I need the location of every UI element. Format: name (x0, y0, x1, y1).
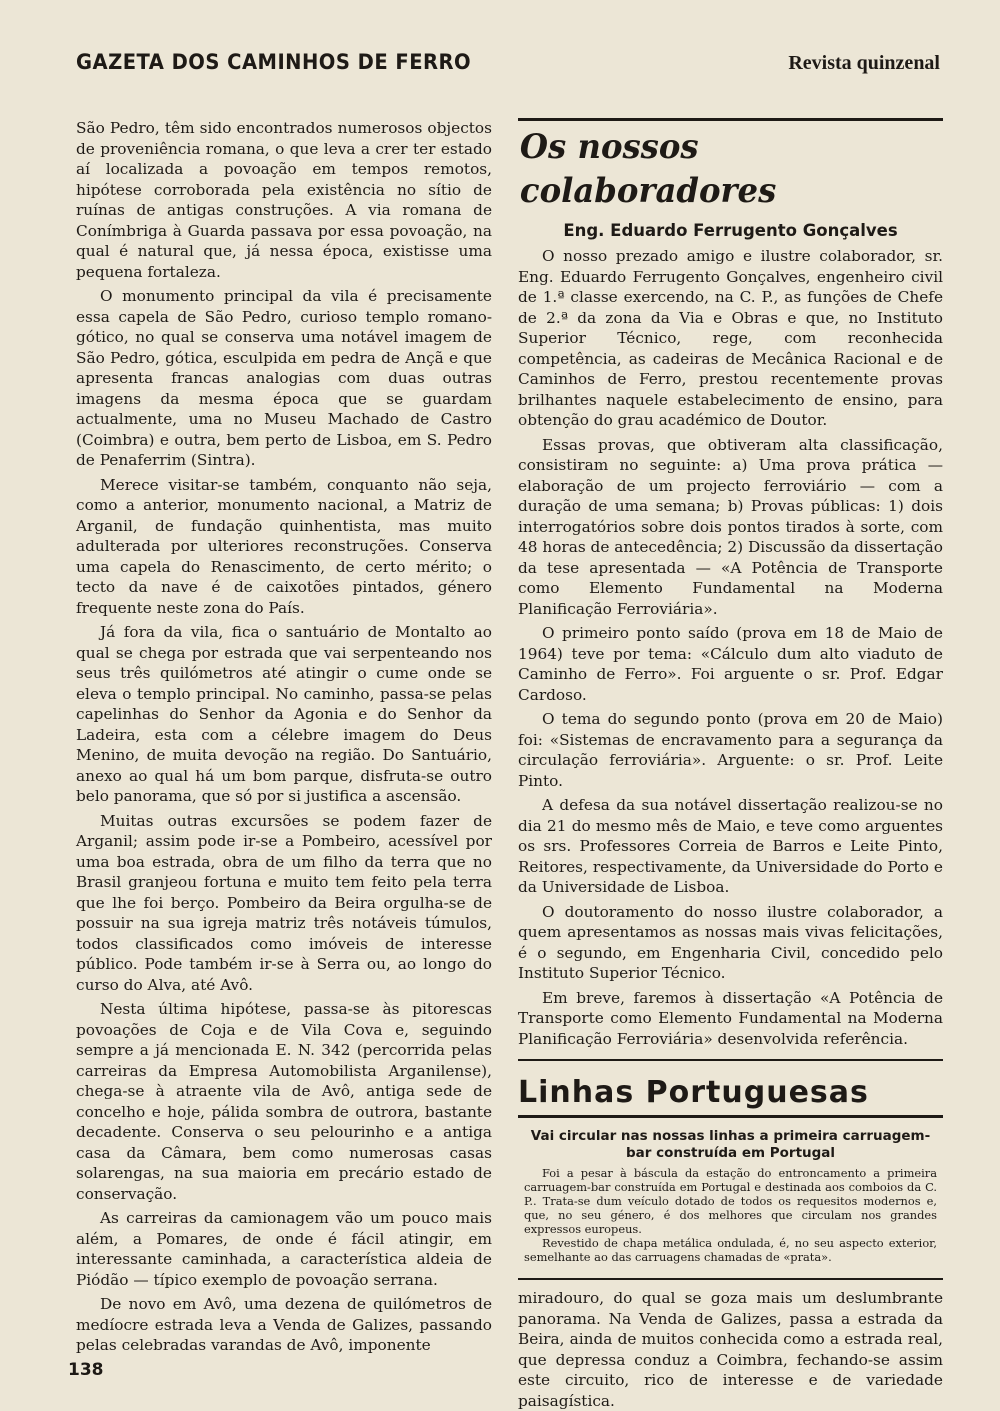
article-paragraph: A defesa da sua notável dissertação realizou-se no dia 21 do mesmo mês de Maio, e teve como arguentes os srs. Professores Correia de Barros e Leite Pinto, Reitores, respectivamente, da Universidade do Porto e da Universidade de Lisboa. (518, 796, 943, 896)
article-paragraph: Merece visitar-se também, conquanto não seja, como a anterior, monumento nacional, a Matriz de Arganil, de fundação quinhentista, mas muito adulterada por ulteriores reconstruções. Conserva uma capela do Renascimento, de certo mérito; o tecto da nave é de caixotões pintados, género frequente neste zona do País. (76, 475, 492, 617)
magazine-title: GAZETA DOS CAMINHOS DE FERRO (76, 50, 472, 74)
article-paragraph: São Pedro, têm sido encontrados numerosos objectos de proveniência romana, o que leva a crer ter estado aí localizada a povoação em tempos remotos, hipótese corroborada pela existência no sítio de ruínas de antigas construções. A via romana de Conímbriga à Guarda passava por essa povoação, na qual é natural que, já nessa época, existisse uma pequena fortaleza. (76, 119, 492, 281)
article-paragraph: O nosso prezado amigo e ilustre colaborador, sr. Eng. Eduardo Ferrugento Gonçalves, engenheiro civil de 1.ª classe exercendo, na C. P., as funções de Chefe de 2.ª da zona da Via e Obras e que, no Instituto Superior Técnico, rege, com reconhecida competência, as cadeiras de Mecânica Racional e de Caminhos de Ferro, prestou recentemente provas brilhantes naquele estabelecimento de ensino, para obtenção do grau académico de Doutor. (518, 247, 943, 429)
news-body (524, 1166, 937, 1264)
news-paragraph: Revestido de chapa metálica ondulada, é, no seu aspecto exterior, semelhante ao das carruagens chamadas de «prata». (524, 1236, 937, 1264)
continuation-text (518, 1288, 943, 1411)
article-paragraph: Muitas outras excursões se podem fazer de Arganil; assim pode ir-se a Pombeiro, acessível por uma boa estrada, obra de um filho da terra que no Brasil granjeou fortuna e muito tem feito pela terra que lhe foi berço. Pombeiro da Beira orgulha-se de possuir na sua igreja matriz três notáveis túmulos, todos classificados como imóveis de interesse público. Pode também ir-se à Serra ou, ao longo do curso do Alva, até Avô. (76, 811, 492, 994)
section-divider (518, 118, 943, 121)
article-paragraph: Já fora da vila, fica o santuário de Montalto ao qual se chega por estrada que vai serpenteando nos seus três quilómetros até atingir o cume onde se eleva o templo principal. No caminho, passa-se pelas capelinhas do Senhor da Agonia e do Senhor da Ladeira, esta com a célebre imagem do Deus Menino, de muita devoção na região. Do Santuário, anexo ao qual há um bom parque, disfruta-se outro belo panorama, que só por si justifica a ascensão. (76, 623, 492, 805)
article-paragraph: O monumento principal da vila é precisamente essa capela de São Pedro, curioso templo romano-gótico, no qual se conserva uma notável imagem de São Pedro, gótica, esculpida em pedra de Ançã e que apresenta francas analogias com duas outras imagens da mesma época que se guardam actualmente, uma no Museu Machado de Castro (Coimbra) e outra, bem perto de Lisboa, em S. Pedro de Penaferrim (Sintra). (76, 287, 492, 469)
article-paragraph: As carreiras da camionagem vão um pouco mais além, a Pomares, de onde é fácil atingir, em interessante caminhada, a característica aldeia de Piódão — típico exemplo de povoação serrana. (76, 1209, 492, 1289)
right-column (518, 118, 943, 1411)
linhas-heading: Linhas Portuguesas (518, 1075, 943, 1118)
magazine-subtitle: Revista quinzenal (788, 52, 940, 74)
section-divider (518, 1059, 943, 1061)
left-article-column (76, 118, 492, 1360)
article-paragraph: O doutoramento do nosso ilustre colaborador, a quem apresentamos as nossas mais vivas felicitações, é o segundo, em Engenharia Civil, concedido pelo Instituto Superior Técnico. (518, 902, 943, 982)
article-paragraph: O tema do segundo ponto (prova em 20 de Maio) foi: «Sistemas de encravamento para a segurança da circulação ferroviária». Arguente: o sr. Prof. Leite Pinto. (518, 710, 943, 790)
article-paragraph: miradouro, do qual se goza mais um deslumbrante panorama. Na Venda de Galizes, passa a estrada da Beira, ainda de muitos conhecida como a estrada real, que depressa conduz a Coimbra, fechando-se assim este circuito, rico de interesse e de variedade paisagística. (518, 1289, 943, 1410)
news-paragraph: Foi a pesar à báscula da estação do entroncamento a primeira carruagem-bar construída em Portugal e destinada aos comboios da C. P.. Trata-se dum veículo dotado de todos os requesitos modernos e, que, no seu género, é dos melhores que circulam nos grandes expressos europeus. (524, 1166, 937, 1236)
section-divider (518, 1278, 943, 1280)
article-paragraph: Nesta última hipótese, passa-se às pitorescas povoações de Coja e de Vila Cova e, seguindo sempre a já mencionada E. N. 342 (percorrida pelas carreiras da Empresa Automobilista Arganilense), chega-se à atraente vila de Avô, antiga sede de concelho e hoje, pálida sombra de outrora, bastante decadente. Conserva o seu pelourinho e a antiga casa da Câmara, bem como numerosas casas solarengas, na sua maioria em precário estado de conservação. (76, 1000, 492, 1203)
colaborador-name: Eng. Eduardo Ferrugento Gonçalves (563, 221, 898, 240)
page-number: 138 (68, 1360, 104, 1380)
colaboradores-heading: Os nossos colaboradores (519, 127, 777, 211)
article-paragraph: O primeiro ponto saído (prova em 18 de Maio de 1964) teve por tema: «Cálculo dum alto viaduto de Caminho de Ferro». Foi arguente o sr. Prof. Edgar Cardoso. (518, 624, 943, 704)
article-paragraph: Em breve, faremos à dissertação «A Potência de Transporte como Elemento Fundamental na Moderna Planificação Ferroviária» desenvolvida referência. (518, 988, 943, 1048)
news-headline: Vai circular nas nossas linhas a primeira carruagem-bar construída em Portugal (530, 1128, 931, 1161)
colaboradores-body (518, 246, 943, 1049)
article-paragraph: De novo em Avô, uma dezena de quilómetros de medíocre estrada leva a Venda de Galizes, passando pelas celebradas varandas de Avô, imponente (76, 1295, 492, 1354)
article-paragraph: Essas provas, que obtiveram alta classificação, consistiram no seguinte: a) Uma prova prática — elaboração de um projecto ferroviário — com a duração de uma semana; b) Provas públicas: 1) dois interrogatórios sobre dois pontos tirados à sorte, com 48 horas de antecedência; 2) Discussão da dissertação da tese apresentada — «A Potência de Transporte como Elemento Fundamental na Moderna Planificação Ferroviária». (518, 435, 943, 618)
